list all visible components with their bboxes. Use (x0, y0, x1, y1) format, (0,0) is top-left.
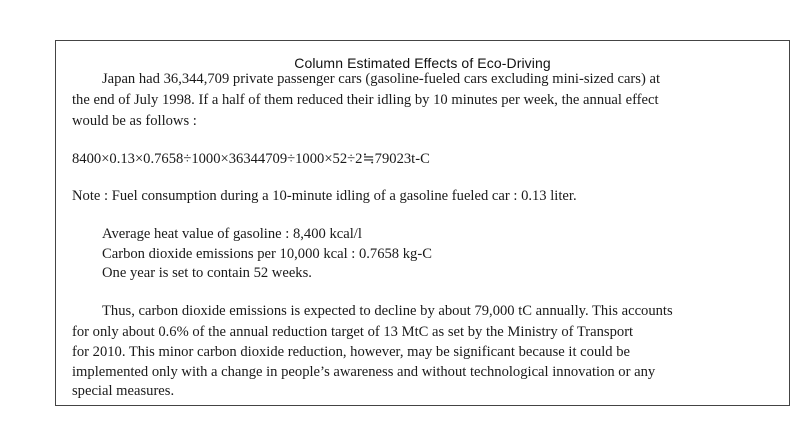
conclusion-line-4: implemented only with a change in people’s awareness and without technological innovation or any (72, 364, 656, 380)
note-line: Note : Fuel consumption during a 10-minute idling of a gasoline fueled car : 0.13 liter. (72, 188, 577, 204)
intro-line-1: Japan had 36,344,709 private passenger cars (gasoline-fueled cars excluding mini-sized cars) at (102, 71, 661, 87)
intro-line-2: the end of July 1998. If a half of them reduced their idling by 10 minutes per week, the annual effect (72, 92, 659, 108)
conclusion-line-3: for 2010. This minor carbon dioxide reduction, however, may be significant because it could be (72, 344, 631, 360)
conclusion-line-1: Thus, carbon dioxide emissions is expected to decline by about 79,000 tC annually. This accounts (102, 303, 673, 319)
assumption-line-3: One year is set to contain 52 weeks. (102, 265, 312, 281)
conclusion-line-5: special measures. (72, 383, 175, 399)
intro-line-3: would be as follows : (72, 113, 197, 129)
assumption-line-2: Carbon dioxide emissions per 10,000 kcal : 0.7658 kg-C (102, 246, 432, 262)
assumption-line-1: Average heat value of gasoline : 8,400 kcal/l (102, 226, 362, 242)
column-title: Column Estimated Effects of Eco-Driving (294, 55, 551, 71)
conclusion-line-2: for only about 0.6% of the annual reduction target of 13 MtC as set by the Ministry of Transport (72, 324, 634, 340)
calculation-formula: 8400×0.13×0.7658÷1000×36344709÷1000×52÷2≒79023t-C (72, 151, 430, 167)
